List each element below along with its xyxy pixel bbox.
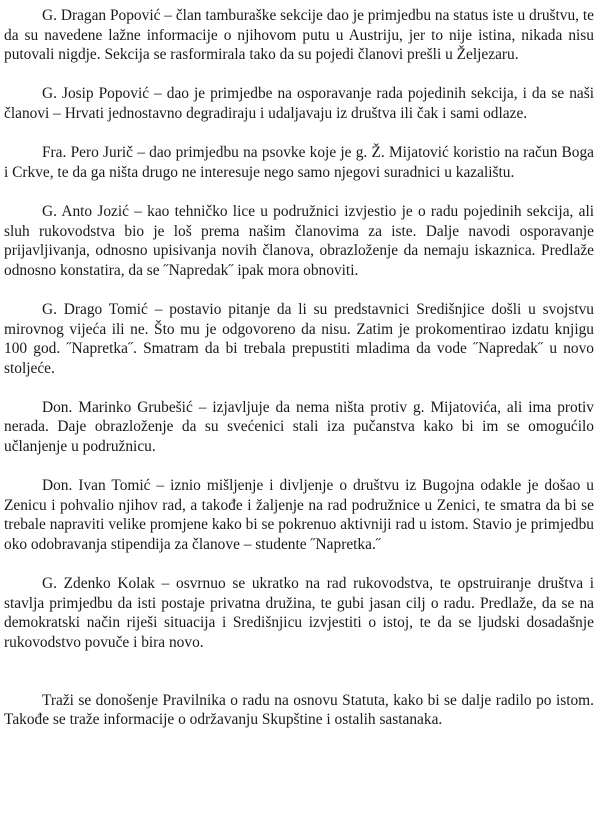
paragraph-dragan-popovic: G. Dragan Popović – član tamburaške sekcije dao je primjedbu na status iste u društvu, te da su navedene lažne informacije o njihovom putu u Austriju, jer to nije istina, nikada nisu putovali nigdje. Sekcija se rasformirala tako da su pojedi članovi prešli u Željezaru.	[4, 7, 594, 64]
paragraph-zdenko-kolak: G. Zdenko Kolak – osvrnuo se ukratko na rad rukovodstva, te opstruiranje društva i stavlja primjedbu da isti postaje privatna družina, te gubi jasan cilj o radu. Predlaže, da se na demokratski način riješi situacija i Središnjicu izvjestiti o istoj, te da se ljudski dosadašnje rukovodstvo povuče i bira novo.	[4, 575, 594, 651]
paragraph-marinko-grubesic: Don. Marinko Grubešić – izjavljuje da nema ništa protiv g. Mijatovića, ali ima protiv nerada. Daje obrazloženje da su svećenici stali iza pučanstva kako bi im se omogućilo učlanjenje u podružnicu.	[4, 398, 594, 456]
paragraph-anto-jozic: G. Anto Jozić – kao tehničko lice u podružnici izvjestio je o radu pojedinih sekcija, ali sluh rukovodstva bio je loš prema našim članovima za iste. Dalje navodi osporavanje prijavljivanja, odnosno upisivanja novih članova, obrazloženje da nemaju iskaznica. Predlaže odnosno konstatira, da se ˝Napredak˝ ipak mora obnoviti.	[4, 202, 594, 279]
paragraph-josip-popovic: G. Josip Popović – dao je primjedbe na osporavanje rada pojedinih sekcija, i da se naši članovi – Hrvati jednostavno degradiraju i udaljavaju iz društva ili čak i sami odlaze.	[4, 85, 594, 122]
paragraph-pero-juric: Fra. Pero Jurič – dao primjedbu na psovke koje je g. Ž. Mijatović koristio na račun Boga i Crkve, te da ga ništa drugo ne interesuje nego samo njegovi suradnici u kazalištu.	[4, 144, 594, 181]
paragraph-ivan-tomic: Don. Ivan Tomić – iznio mišljenje i divljenje o društvu iz Bugojna odakle je došao u Zenicu i pohvalio njihov rad, a takođe i žaljenje na rad podružnice u Zenici, te smatra da bi se trebale napraviti velike promjene kako bi se pokrenuo aktivniji rad u istom. Stavio je primjedbu oko odobravanja stipendija za članove – studente ˝Napretka.˝	[4, 477, 594, 554]
paragraph-drago-tomic: G. Drago Tomić – postavio pitanje da li su predstavnici Središnjice došli u svojstvu mirovnog vijeća ili ne. Što mu je odgovoreno da nisu. Zatim je prokomentirao izdatu knjigu 100 god. ˝Napretka˝. Smatram da bi trebala prepustiti mladima da vode ˝Napredak˝ u novo stoljeće.	[4, 300, 594, 377]
paragraph-closing-request: Traži se donošenje Pravilnika o radu na osnovu Statuta, kako bi se dalje radilo po istom. Takođe se traže informacije o održavanju Skupštine i ostalih sastanaka.	[4, 691, 594, 729]
